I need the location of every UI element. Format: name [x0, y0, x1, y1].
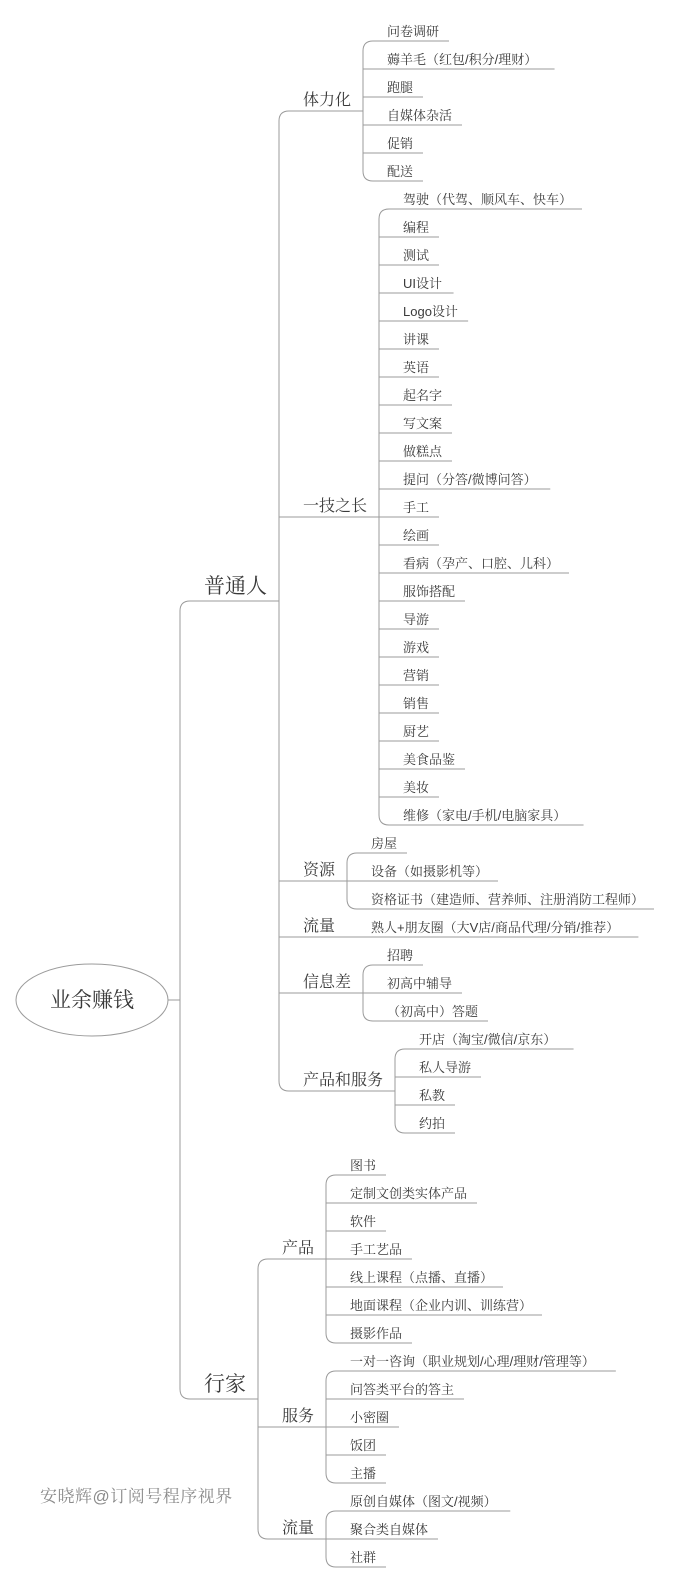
mindmap-node-label[interactable]: 开店（淘宝/微信/京东）	[419, 1032, 557, 1047]
mindmap-node-label[interactable]: 服饰搭配	[403, 584, 456, 599]
mindmap-node-label[interactable]: 软件	[350, 1214, 377, 1229]
mindmap-node-label[interactable]: 美食品鉴	[403, 752, 456, 767]
mindmap-node-label[interactable]: 看病（孕产、口腔、儿科）	[403, 556, 560, 571]
mindmap-node-label[interactable]: 厨艺	[403, 724, 430, 739]
mindmap-node-label[interactable]: 初高中辅导	[387, 976, 453, 991]
mindmap-node-label[interactable]: 招聘	[387, 948, 414, 963]
mindmap-node-label[interactable]: 绘画	[403, 528, 430, 543]
mindmap-node-label[interactable]: 营销	[403, 668, 430, 683]
mindmap-node-label[interactable]: 资源	[303, 862, 336, 879]
mindmap-node-label[interactable]: 驾驶（代驾、顺风车、快车）	[403, 192, 573, 207]
mindmap-node-label[interactable]: 薅羊毛（红包/积分/理财）	[387, 52, 538, 67]
mindmap-node-label[interactable]: 一技之长	[303, 498, 368, 515]
mindmap-node-label[interactable]: 流量	[303, 918, 336, 935]
mindmap-node-label[interactable]: UI设计	[403, 276, 443, 291]
mindmap-node-label[interactable]: 维修（家电/手机/电脑家具）	[403, 808, 567, 823]
root-topic-label[interactable]: 业余赚钱	[50, 989, 134, 1012]
mindmap-node-label[interactable]: 问卷调研	[387, 24, 440, 39]
mindmap-node-label[interactable]: 编程	[403, 220, 430, 235]
mindmap-node-label[interactable]: 测试	[403, 248, 430, 263]
mindmap-node-label[interactable]: 图书	[350, 1158, 377, 1173]
mindmap-node-label[interactable]: 产品和服务	[303, 1072, 384, 1089]
mindmap-node-label[interactable]: 起名字	[403, 388, 443, 403]
mindmap-node-label[interactable]: 英语	[403, 360, 430, 375]
mindmap-node-label[interactable]: 美妆	[403, 780, 430, 795]
mindmap-node-label[interactable]: 写文案	[403, 416, 443, 431]
bracket-line	[180, 601, 190, 1399]
mindmap-node-label[interactable]: 体力化	[303, 92, 352, 109]
mindmap-node-label[interactable]: 熟人+朋友圈（大V店/商品代理/分销/推荐）	[371, 920, 620, 935]
mindmap-node-label[interactable]: 地面课程（企业内训、训练营）	[350, 1298, 533, 1313]
bracket-line	[363, 41, 373, 181]
mindmap-node-label[interactable]: 约拍	[419, 1116, 446, 1131]
watermark-text: 安晓辉@订阅号程序视界	[40, 1487, 233, 1506]
mindmap-node-label[interactable]: 导游	[403, 612, 430, 627]
mindmap-node-label[interactable]: 提问（分答/微博问答）	[403, 472, 537, 487]
mindmap-node-label[interactable]: 定制文创类实体产品	[350, 1186, 468, 1201]
mindmap-node-label[interactable]: 信息差	[303, 974, 352, 991]
mindmap-node-label[interactable]: 一对一咨询（职业规划/心理/理财/管理等）	[350, 1354, 595, 1369]
mindmap-node-label[interactable]: 线上课程（点播、直播）	[350, 1270, 494, 1285]
mindmap-node-label[interactable]: 社群	[350, 1550, 377, 1565]
bracket-line	[395, 1049, 405, 1133]
mindmap-node-label[interactable]: 饭团	[350, 1438, 377, 1453]
mindmap-node-label[interactable]: 自媒体杂活	[387, 108, 453, 123]
mindmap-node-label[interactable]: 流量	[282, 1520, 315, 1537]
mindmap-node-label[interactable]: 游戏	[403, 640, 430, 655]
mindmap-node-label[interactable]: 做糕点	[403, 444, 443, 459]
mindmap-node-label[interactable]: 原创自媒体（图文/视频）	[350, 1494, 497, 1509]
mindmap-node-label[interactable]: 聚合类自媒体	[350, 1522, 429, 1537]
mindmap-node-label[interactable]: 私教	[419, 1088, 446, 1103]
mindmap-node-label[interactable]: 讲课	[403, 332, 430, 347]
mindmap-node-label[interactable]: 普通人	[204, 575, 267, 598]
mindmap-node-label[interactable]: 小密圈	[350, 1410, 390, 1425]
mindmap-node-label[interactable]: 销售	[403, 696, 430, 711]
mindmap-node-label[interactable]: 设备（如摄影机等）	[371, 864, 489, 879]
mindmap-node-label[interactable]: 私人导游	[419, 1060, 472, 1075]
mindmap-node-label[interactable]: 手工	[403, 500, 430, 515]
mindmap-node-label[interactable]: 房屋	[371, 836, 398, 851]
mindmap-node-label[interactable]: 服务	[282, 1408, 315, 1425]
mindmap-node-label[interactable]: 配送	[387, 164, 414, 179]
bracket-line	[258, 1259, 268, 1539]
mindmap-node-label[interactable]: 跑腿	[387, 80, 414, 95]
bracket-line	[279, 111, 289, 1091]
mindmap-node-label[interactable]: 行家	[204, 1373, 246, 1396]
mindmap-node-label[interactable]: 资格证书（建造师、营养师、注册消防工程师）	[371, 892, 645, 907]
mindmap-node-label[interactable]: Logo设计	[403, 304, 458, 319]
mindmap-node-label[interactable]: 手工艺品	[350, 1242, 403, 1257]
mindmap-node-label[interactable]: 问答类平台的答主	[350, 1382, 455, 1397]
mindmap-node-label[interactable]: 主播	[350, 1466, 377, 1481]
mindmap-node-label[interactable]: 促销	[387, 136, 414, 151]
mindmap-node-label[interactable]: 产品	[282, 1240, 315, 1257]
mindmap-node-label[interactable]: （初高中）答题	[387, 1004, 479, 1019]
mindmap-node-label[interactable]: 摄影作品	[350, 1326, 403, 1341]
